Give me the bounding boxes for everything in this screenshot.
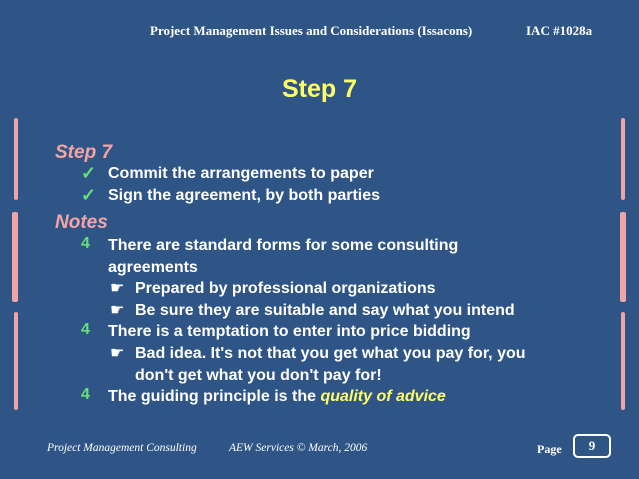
note-item-1-line1: There are standard forms for some consulting: [108, 237, 459, 254]
slide-footer: [0, 442, 639, 462]
course-title: Project Management Issues and Considerations (Issacons): [150, 23, 473, 38]
check-icon: ✓: [81, 163, 97, 183]
page-label: Page: [537, 442, 562, 456]
page-number-box: 9: [573, 434, 611, 458]
slide-title: Step 7: [281, 75, 358, 103]
bullet-marker: 4: [81, 235, 90, 252]
footer-center: AEW Services © March, 2006: [229, 442, 368, 454]
document-code: IAC #1028a: [526, 23, 593, 38]
bullet-marker: 4: [81, 386, 90, 403]
pointing-hand-icon: ☛: [110, 302, 125, 319]
footer-left: Project Management Consulting: [47, 442, 197, 454]
step-item-1: Commit the arrangements to paper: [108, 165, 374, 182]
check-icon: ✓: [81, 185, 97, 205]
note-subitem-1: Prepared by professional organizations: [135, 280, 436, 297]
note-subitem-3-line2: don't get what you don't pay for!: [135, 367, 382, 384]
note-item-3: [108, 386, 528, 408]
note-item-3-text: The guiding principle is the: [108, 388, 321, 405]
bullet-marker: 4: [81, 321, 90, 338]
pointing-hand-icon: ☛: [110, 345, 125, 362]
note-item-2: There is a temptation to enter into price bidding: [108, 323, 471, 340]
section-heading-step: Step 7: [55, 142, 113, 163]
note-item-1-line2: agreements: [108, 259, 198, 276]
step-item-2: Sign the agreement, by both parties: [108, 187, 381, 204]
pointing-hand-icon: ☛: [110, 280, 125, 297]
note-subitem-2: Be sure they are suitable and say what you intend: [135, 302, 515, 319]
section-heading-notes: Notes: [55, 212, 108, 233]
note-subitem-3-line1: Bad idea. It's not that you get what you pay for, you: [135, 345, 526, 362]
highlight-text: quality of advice: [320, 388, 446, 405]
